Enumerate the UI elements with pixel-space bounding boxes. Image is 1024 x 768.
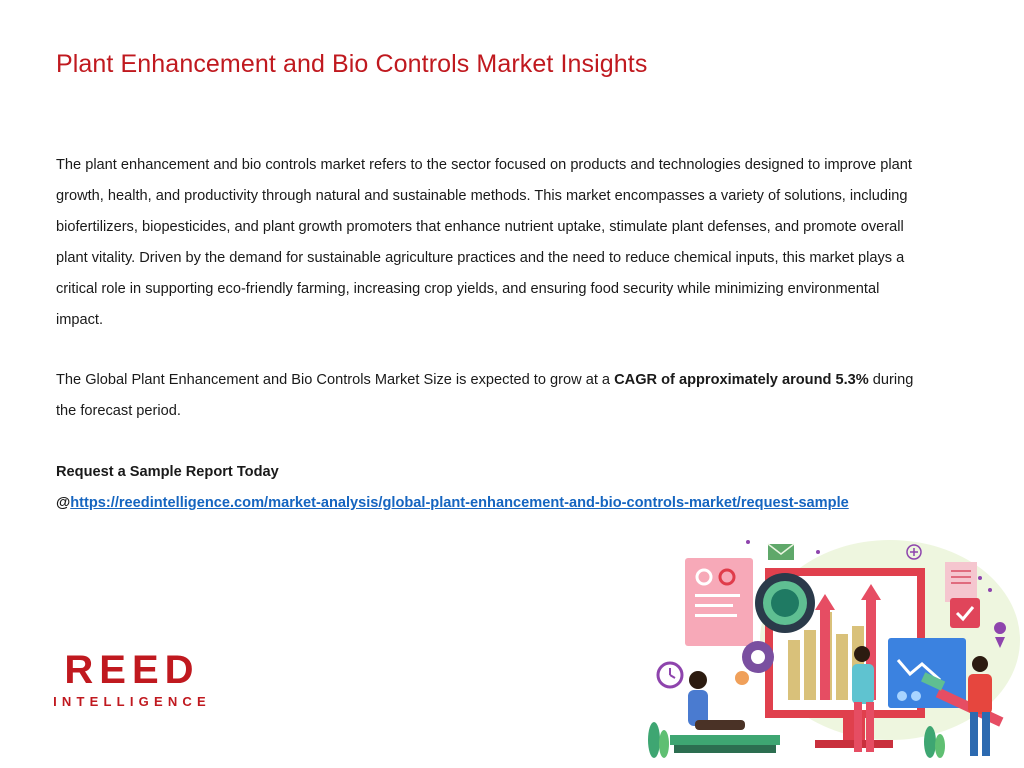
chart-bar	[836, 634, 848, 700]
logo-wordmark: REED	[64, 648, 200, 692]
gear-icon	[735, 671, 749, 685]
gear-icon	[742, 641, 774, 673]
sample-request-link[interactable]: https://reedintelligence.com/market-analysis/global-plant-enhancement-and-bio-controls-market/request-sample	[70, 495, 849, 511]
deco-dot	[988, 588, 992, 592]
donut-chart-icon	[755, 573, 815, 633]
market-size-text-before: The Global Plant Enhancement and Bio Controls Market Size is expected to grow at a	[56, 372, 615, 388]
clipboard-icon	[945, 562, 977, 602]
at-symbol: @	[56, 495, 71, 511]
deco-dot	[978, 576, 982, 580]
sample-request-block	[56, 457, 849, 519]
report-document-icon	[685, 558, 753, 646]
business-analytics-illustration	[640, 530, 1024, 768]
plant-icon	[648, 722, 669, 758]
chart-bar	[804, 630, 816, 700]
chart-bar	[788, 640, 800, 700]
deco-dot	[746, 540, 750, 544]
deco-dot	[816, 550, 820, 554]
sample-request-heading: Request a Sample Report Today	[56, 464, 279, 480]
market-size-text-after: during the forecast period.	[56, 372, 914, 419]
envelope-icon	[768, 544, 794, 560]
market-size-paragraph	[56, 365, 926, 427]
clock-icon	[658, 663, 682, 687]
reed-intelligence-logo	[52, 650, 212, 709]
person-sitting-figure	[670, 671, 780, 753]
cagr-highlight: CAGR of approximately around 5.3%	[614, 372, 869, 388]
checkmark-badge-icon	[950, 598, 980, 628]
logo-subtitle: INTELLIGENCE	[53, 694, 211, 709]
page-title: Plant Enhancement and Bio Controls Market Insights	[56, 50, 648, 78]
intro-paragraph: The plant enhancement and bio controls market refers to the sector focused on products and technologies designed to improve plant growth, health, and productivity through natural and sustainable methods. This market encompasses a variety of solutions, including biofertilizers, biopesticides, and plant growth promoters that enhance nutrient uptake, stimulate plant defenses, and promote overall plant vitality. Driven by the demand for sustainable agriculture practices and the need to reduce chemical inputs, this market plays a critical role in supporting eco-friendly farming, increasing crop yields, and ensuring food security while minimizing environmental impact.	[56, 157, 912, 328]
